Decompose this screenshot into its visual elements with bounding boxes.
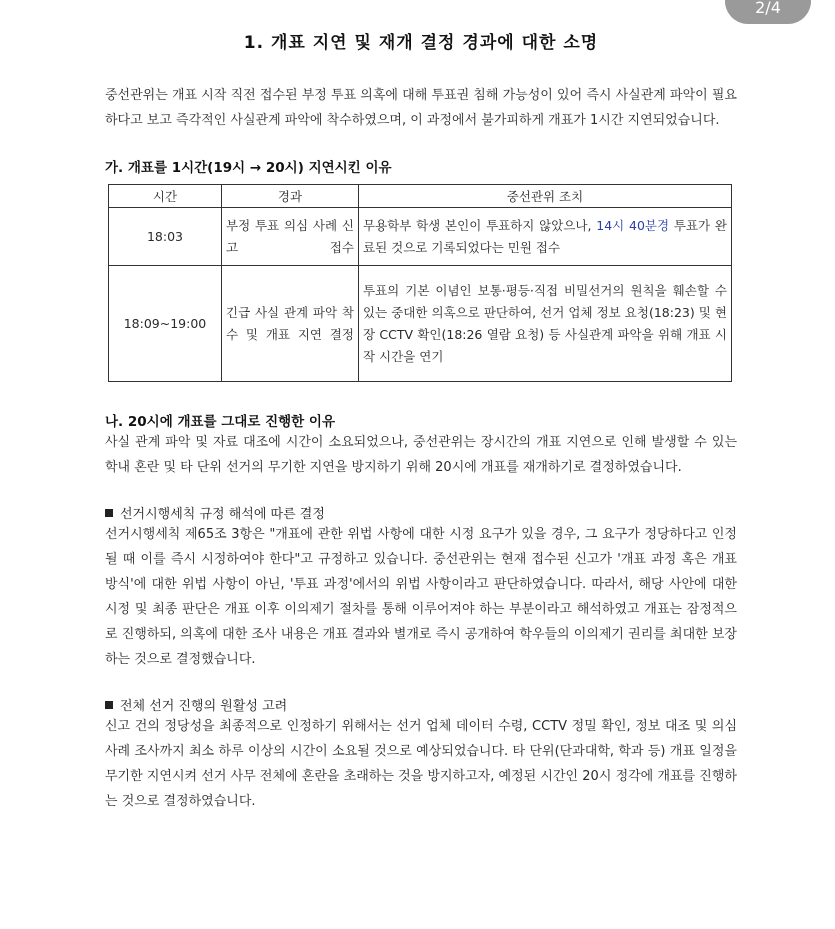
- intro-paragraph: 중선관위는 개표 시작 직전 접수된 부정 투표 의혹에 대해 투표권 침해 가능성이 있어 즉시 사실관계 파악이 필요하다고 보고 즉각적인 사실관계 파악에 착수하였으며, 이 과정에서 불가피하게 개표가 1시간 지연되었습니다.: [105, 88, 737, 128]
- table-header-row: [109, 185, 732, 208]
- bullet-1-paragraph: 선거시행세칙 제65조 3항은 "개표에 관한 위법 사항에 대한 시정 요구가 있을 경우, 그 요구가 정당하다고 인정될 때 이를 즉시 시정하여야 한다"고 규정하고 있습니다. 중선관위는 현재 접수된 신고가 '개표 과정 혹은 개표 방식'에 대한 위법 사항이 아닌, '투표 과정'에서의 위법 사항이라고 판단하였습니다. 따라서, 해당 사안에 대한 시정 및 최종 판단은 개표 이후 이의제기 절차를 통해 이루어져야 하는 부분이라고 해석하였고 개표는 잠정적으로 진행하되, 의혹에 대한 조사 내용은 개표 결과와 별개로 즉시 공개하여 학우들의 이의제기 권리를 최대한 보장하는 것으로 결정했습니다.: [105, 527, 737, 667]
- bullet-1-heading-text: 선거시행세칙 규정 해석에 따른 결정: [120, 507, 325, 522]
- square-bullet-icon: [105, 701, 113, 709]
- document-title: 1. 개표 지연 및 재개 결정 경과에 대한 소명: [243, 33, 599, 53]
- row-action-highlight: 14시 40분경: [596, 217, 670, 233]
- row-action-text-end: 투표가 완료된 것으로 기록되었다는 민원 접수: [363, 217, 727, 255]
- table-row: [109, 266, 732, 382]
- row-stage: 긴급 사실 관계 파악 착수 및 개표 지연 결정: [222, 266, 359, 382]
- bullet-2-paragraph: 신고 건의 정당성을 최종적으로 인정하기 위해서는 선거 업체 데이터 수령, CCTV 정밀 확인, 정보 대조 및 의심 사례 조사까지 최소 하루 이상의 시간이 소요될 것으로 예상되었습니다. 타 단위(단과대학, 학과 등) 개표 일정을 무기한 지연시켜 선거 사무 전체에 혼란을 초래하는 것을 방지하고자, 예정된 시간인 20시 정각에 개표를 진행하는 것으로 결정하였습니다.: [105, 719, 737, 809]
- row-time: 18:03: [109, 208, 222, 266]
- bullet-1-heading: [105, 503, 737, 522]
- bullet-2-heading: [105, 695, 737, 714]
- section-b-paragraph: 사실 관계 파악 및 자료 대조에 시간이 소요되었으나, 중선관위는 장시간의 개표 지연으로 인해 발생할 수 있는 학내 혼란 및 타 단위 선거의 무기한 지연을 방지하기 위해 20시에 개표를 재개하기로 결정하였습니다.: [105, 435, 737, 475]
- row-action: 투표의 기본 이념인 보통·평등·직접 비밀선거의 원칙을 훼손할 수 있는 중대한 의혹으로 판단하여, 선거 업체 정보 요청(18:23) 및 현장 CCTV 확인(18:26 열람 요청) 등 사실관계 파악을 위해 개표 시작 시간을 연기: [359, 266, 732, 382]
- table-header-time: 시간: [109, 185, 222, 208]
- timeline-table: [108, 184, 732, 382]
- table-header-action: 중선관위 조치: [359, 185, 732, 208]
- row-time: 18:09~19:00: [109, 266, 222, 382]
- section-a-heading: 가. 개표를 1시간(19시 → 20시) 지연시킨 이유: [105, 160, 392, 176]
- row-action-text: 무용학부 학생 본인이 투표하지 않았으나,: [363, 217, 597, 233]
- bullet-2-heading-text: 전체 선거 진행의 원활성 고려: [120, 699, 288, 714]
- document-body: [105, 0, 737, 814]
- row-action: [359, 208, 732, 266]
- row-stage: 부정 투표 의심 사례 신고 접수: [222, 208, 359, 266]
- square-bullet-icon: [105, 509, 113, 517]
- section-b-heading: 나. 20시에 개표를 그대로 진행한 이유: [105, 414, 335, 430]
- table-row: [109, 208, 732, 266]
- page-number-badge: 2/4: [725, 0, 811, 24]
- table-header-stage: 경과: [222, 185, 359, 208]
